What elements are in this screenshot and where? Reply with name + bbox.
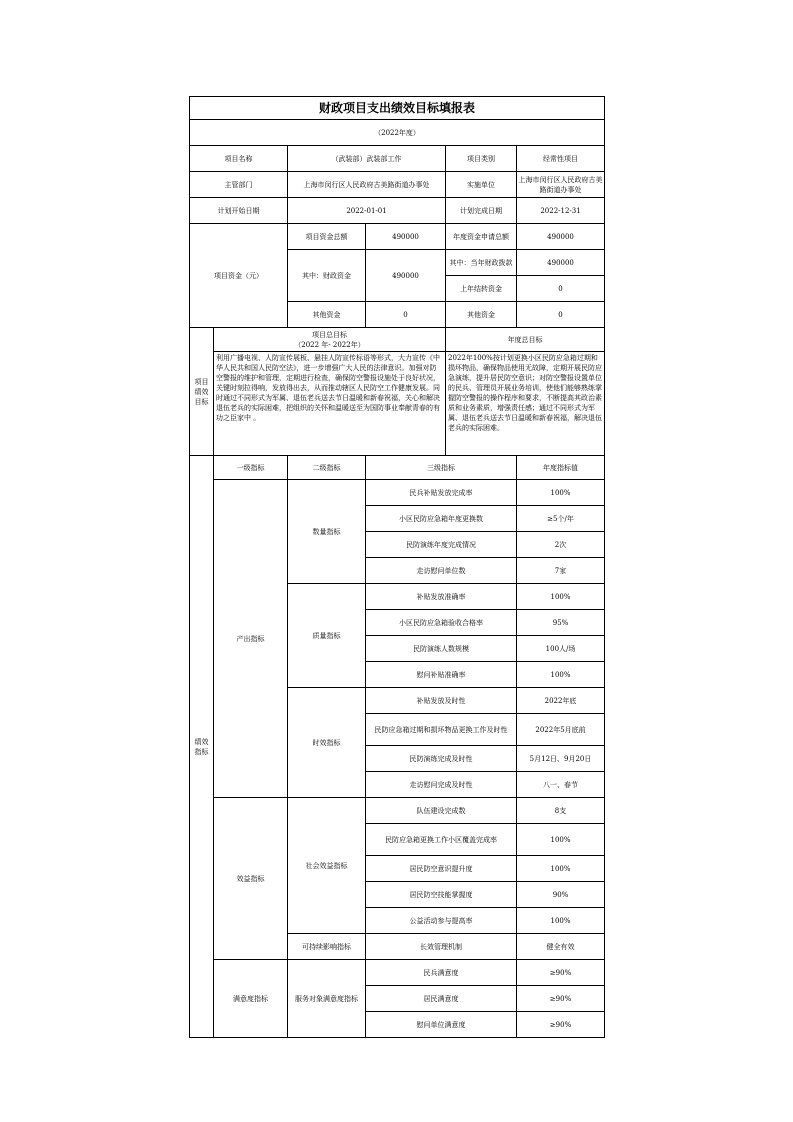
level2-quantity: 数量指标	[288, 480, 366, 584]
funds-label: 项目资金（元）	[190, 224, 288, 328]
indicator-row	[190, 480, 605, 506]
goals-label: 项目绩效目标	[190, 328, 214, 456]
indicators-label: 绩效指标	[190, 456, 214, 1038]
funds-other-2: 0	[517, 302, 605, 328]
indicator-name: 队伍建设完成数	[366, 798, 517, 824]
indicator-value: 7家	[517, 558, 605, 584]
indicator-value: ≥5个/年	[517, 506, 605, 532]
level1-output: 产出指标	[214, 480, 288, 798]
funds-current: 490000	[517, 250, 605, 276]
goals-overall-header	[214, 328, 446, 352]
funds-other-label-2: 其他资金	[446, 302, 517, 328]
indicator-name: 民防演练完成及时性	[366, 746, 517, 772]
dept-label: 主管部门	[190, 172, 288, 198]
indicator-name: 补贴发放准确率	[366, 584, 517, 610]
indicator-value: 100人/场	[517, 636, 605, 662]
indicator-name: 民防应急箱更换工作小区覆盖完成率	[366, 824, 517, 856]
indicator-value: 健全有效	[517, 934, 605, 960]
indicator-value: 100%	[517, 584, 605, 610]
goals-overall-text: 利用广播电视、人防宣传展板、悬挂人防宣传标语等形式，大力宣传《中华人民共和国人民防空法》，进一步增强广大人民的法律意识。加强对防空警报的维护和管理，定期进行检查，确保防空警报设施处于良好状况，关键时刻拉得响，发放得出去，从而推动辖区人民防空工作健康发展。同时通过不同形式为军属、退伍老兵送去节日温暖和新春祝福，关心和解决退伍老兵的实际困难，把组织的关怀和温暖送至为国防事业奉献青春的有功之臣家中 。	[214, 352, 446, 456]
indicator-value: 2022年底	[517, 688, 605, 714]
indicator-name: 民兵补贴发放完成率	[366, 480, 517, 506]
indicator-value: 2次	[517, 532, 605, 558]
indicator-name: 居民满意度	[366, 986, 517, 1012]
funds-current-label: 其中：当年财政拨款	[446, 250, 517, 276]
project-name: （武装部）武装部工作	[288, 146, 446, 172]
dept-value: 上海市闵行区人民政府古美路街道办事处	[288, 172, 446, 198]
level2-sustain: 可持续影响指标	[288, 934, 366, 960]
overall-header-title: 项目总目标	[312, 330, 347, 339]
goals-annual-text: 2022年100%按计划更换小区民防应急箱过期和损坏物品，确保物品使用无故障，定期开展民防应急演练，提升居民防空意识；对防空警报设置单位的民兵、管理员开展业务培训，使他们能够熟练掌握防空警报的操作程序和要求，不断提高其政治素质和业务素质，增强责任感；通过不同形式为军属、退伍老兵送去节日温暖和新春祝福，解决退伍老兵的实际困难。	[446, 352, 605, 456]
header-value: 年度指标值	[517, 456, 605, 480]
indicator-row	[190, 798, 605, 824]
header-level2: 二级指标	[288, 456, 366, 480]
indicator-name: 走访慰问单位数	[366, 558, 517, 584]
funds-total-label: 项目资金总额	[288, 224, 366, 250]
header-level1: 一级指标	[214, 456, 288, 480]
start-label: 计划开始日期	[190, 198, 288, 224]
indicator-row	[190, 960, 605, 986]
impl-value: 上海市闵行区人民政府古美路街道办事处	[517, 172, 605, 198]
form-year: （2022年度）	[190, 120, 605, 146]
indicator-value: 95%	[517, 610, 605, 636]
level1-benefit: 效益指标	[214, 798, 288, 960]
indicator-name: 居民防空意识提升度	[366, 856, 517, 882]
level2-timeliness: 时效指标	[288, 688, 366, 798]
indicator-name: 小区民防应急箱年度更换数	[366, 506, 517, 532]
funds-other: 0	[366, 302, 446, 328]
level2-social: 社会效益指标	[288, 798, 366, 934]
indicator-name: 居民防空技能掌握度	[366, 882, 517, 908]
funds-annual-label: 年度资金申请总额	[446, 224, 517, 250]
indicator-name: 慰问补贴准确率	[366, 662, 517, 688]
indicator-value: 100%	[517, 824, 605, 856]
indicator-name: 民防应急箱过期和损坏物品更换工作及时性	[366, 714, 517, 746]
indicator-value: 5月12日、9月20日	[517, 746, 605, 772]
category-value: 经常性项目	[517, 146, 605, 172]
end-label: 计划完成日期	[446, 198, 517, 224]
level2-service: 服务对象满意度指标	[288, 960, 366, 1038]
indicator-name: 补贴发放及时性	[366, 688, 517, 714]
project-name-label: 项目名称	[190, 146, 288, 172]
goals-annual-header: 年度总目标	[446, 328, 605, 352]
indicator-value: 90%	[517, 882, 605, 908]
indicator-value: 100%	[517, 908, 605, 934]
funds-fiscal-label: 其中：财政资金	[288, 250, 366, 302]
funds-carry: 0	[517, 276, 605, 302]
level2-quality: 质量指标	[288, 584, 366, 688]
header-level3: 三级指标	[366, 456, 517, 480]
indicator-name: 民兵满意度	[366, 960, 517, 986]
indicator-value: 八一、春节	[517, 772, 605, 798]
funds-annual: 490000	[517, 224, 605, 250]
form-title: 财政项目支出绩效目标填报表	[190, 97, 605, 120]
indicator-name: 慰问单位满意度	[366, 1012, 517, 1038]
indicator-value: ≥90%	[517, 1012, 605, 1038]
funds-total: 490000	[366, 224, 446, 250]
level1-satisfaction: 满意度指标	[214, 960, 288, 1038]
impl-label: 实施单位	[446, 172, 517, 198]
indicator-value: 100%	[517, 856, 605, 882]
indicator-value: 100%	[517, 480, 605, 506]
indicator-value: 2022年5月底前	[517, 714, 605, 746]
indicator-name: 小区民防应急箱验收合格率	[366, 610, 517, 636]
indicator-name: 民防演练人数规模	[366, 636, 517, 662]
indicator-name: 走访慰问完成及时性	[366, 772, 517, 798]
indicator-value: 100%	[517, 662, 605, 688]
end-value: 2022-12-31	[517, 198, 605, 224]
funds-other-label: 其他资金	[288, 302, 366, 328]
indicator-name: 长效管理机制	[366, 934, 517, 960]
category-label: 项目类别	[446, 146, 517, 172]
overall-header-period: （2022 年- 2022年）	[294, 340, 365, 349]
indicator-value: 8支	[517, 798, 605, 824]
indicator-value: ≥90%	[517, 960, 605, 986]
indicator-value: ≥90%	[517, 986, 605, 1012]
form-table	[189, 96, 605, 1038]
start-value: 2022-01-01	[288, 198, 446, 224]
indicator-name: 公益活动参与提高率	[366, 908, 517, 934]
funds-fiscal: 490000	[366, 250, 446, 302]
performance-target-form	[189, 96, 604, 1038]
funds-carry-label: 上年结转资金	[446, 276, 517, 302]
indicator-name: 民防演练年度完成情况	[366, 532, 517, 558]
